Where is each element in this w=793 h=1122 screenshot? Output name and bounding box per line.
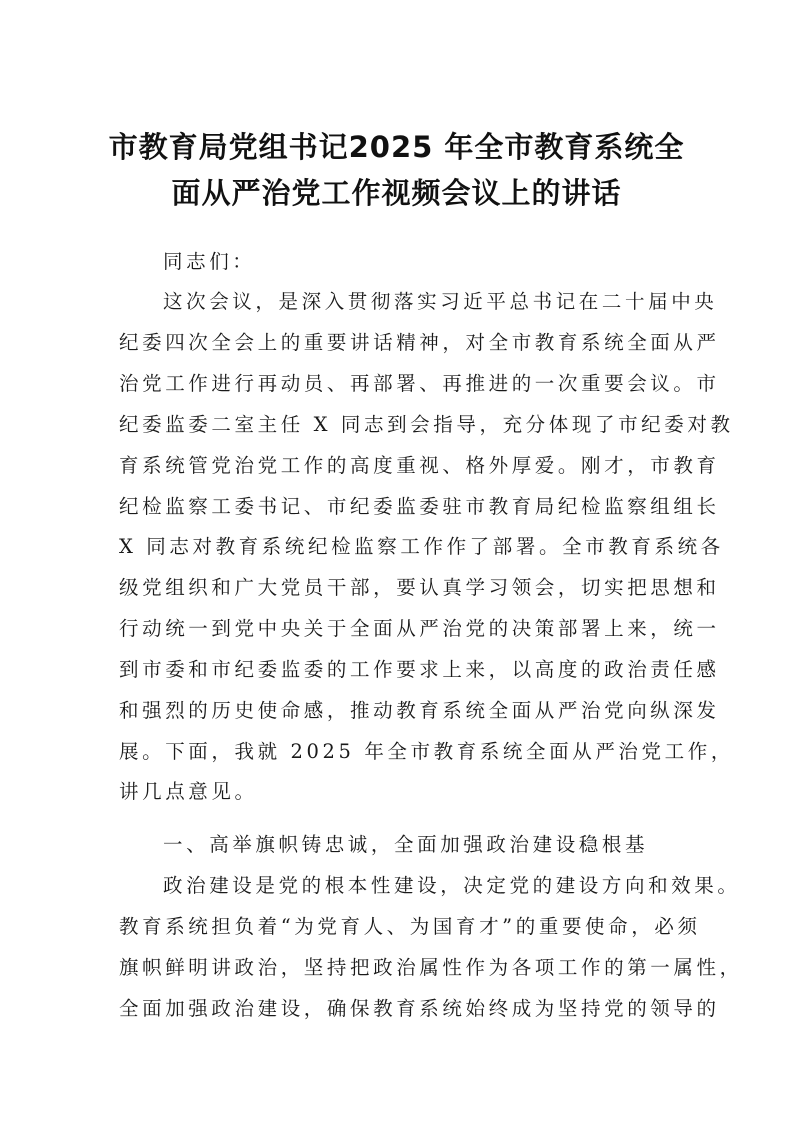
paragraph-line: 展。下面，我就 2025 年全市教育系统全面从严治党工作， xyxy=(119,740,734,763)
paragraph-line: 行动统一到党中央关于全面从严治党的决策部署上来，统一 xyxy=(119,617,720,640)
paragraph-line: 育系统管党治党工作的高度重视、格外厚爱。刚才，市教育 xyxy=(119,454,720,477)
paragraph-line: 纪委监委二室主任 X 同志到会指导，充分体现了市纪委对教 xyxy=(119,413,734,436)
salutation: 同志们： xyxy=(163,250,256,273)
paragraph-line: 政治建设是党的根本性建设，决定党的建设方向和效果。 xyxy=(163,874,741,897)
paragraph-line: 旗帜鲜明讲政治，坚持把政治属性作为各项工作的第一属性， xyxy=(119,956,743,979)
paragraph-line: 和强烈的历史使命感，推动教育系统全面从严治党向纵深发 xyxy=(119,699,720,722)
document-title-line-2: 面从严治党工作视频会议上的讲话 xyxy=(171,176,622,210)
paragraph-line: 纪检监察工委书记、市纪委监委驻市教育局纪检监察组组长 xyxy=(119,495,720,518)
section-heading: 一、高举旗帜铸忠诚，全面加强政治建设稳根基 xyxy=(163,833,649,856)
paragraph-line: X 同志对教育系统纪检监察工作作了部署。全市教育系统各 xyxy=(119,535,724,558)
document-title-line-1: 市教育局党组书记2025 年全市教育系统全 xyxy=(108,130,685,164)
paragraph-line: 全面加强政治建设，确保教育系统始终成为坚持党的领导的 xyxy=(119,997,720,1020)
paragraph-line: 这次会议，是深入贯彻落实习近平总书记在二十届中央 xyxy=(163,290,718,313)
paragraph-line: 治党工作进行再动员、再部署、再推进的一次重要会议。市 xyxy=(119,372,720,395)
paragraph-line: 到市委和市纪委监委的工作要求上来，以高度的政治责任感 xyxy=(119,658,720,681)
paragraph-line: 讲几点意见。 xyxy=(119,780,258,803)
paragraph-line: 教育系统担负着“为党育人、为国育才”的重要使命，必须 xyxy=(119,915,701,938)
paragraph-line: 级党组织和广大党员干部，要认真学习领会，切实把思想和 xyxy=(119,576,720,599)
paragraph-line: 纪委四次全会上的重要讲话精神，对全市教育系统全面从严 xyxy=(119,331,720,354)
